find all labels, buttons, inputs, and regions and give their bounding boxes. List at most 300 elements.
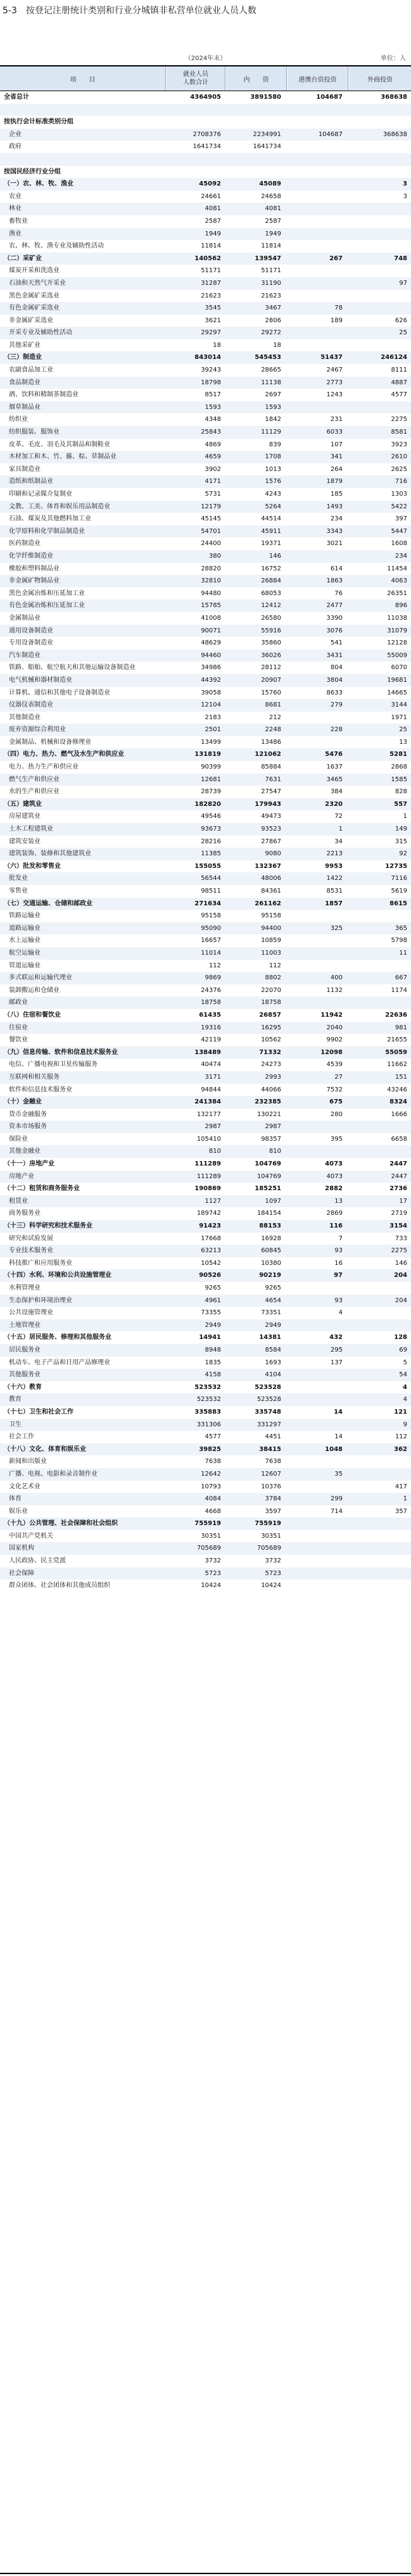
row-label: 纺织业	[9, 416, 28, 424]
table-row	[0, 1369, 411, 1381]
row-label: 全省总计	[4, 94, 29, 101]
cell-total: 39243	[201, 367, 221, 374]
cell-foreign: 6658	[391, 1135, 407, 1143]
table-row	[0, 525, 411, 538]
table-row	[0, 1307, 411, 1319]
cell-foreign: 8615	[389, 900, 407, 907]
table-row	[0, 389, 411, 401]
cell-domestic: 3467	[265, 305, 281, 312]
cell-domestic: 10424	[261, 1582, 281, 1590]
table-row	[0, 872, 411, 885]
cell-domestic: 45089	[259, 180, 281, 188]
row-label: 人民政协、民主党派	[9, 1557, 66, 1565]
cell-domestic: 12607	[261, 1470, 281, 1478]
row-label: 公共设施管理业	[9, 1309, 53, 1317]
cell-domestic: 16752	[261, 565, 281, 572]
cell-hmt: 279	[330, 701, 343, 709]
row-label: 农副食品加工业	[9, 367, 53, 374]
cell-total: 48629	[201, 639, 221, 647]
cell-total: 1835	[205, 1359, 221, 1366]
row-label: （三）制造业	[4, 354, 42, 361]
cell-foreign: 6070	[391, 664, 407, 672]
cell-total: 12681	[201, 776, 221, 783]
cell-hmt: 1422	[326, 875, 343, 883]
cell-domestic: 48006	[261, 875, 281, 883]
cell-hmt: 714	[330, 1507, 343, 1515]
cell-domestic: 38415	[259, 1445, 281, 1453]
cell-domestic: 13486	[261, 738, 281, 746]
cell-domestic: 839	[269, 441, 281, 448]
table-row	[0, 191, 411, 203]
cell-domestic: 1593	[265, 403, 281, 411]
row-label: （十四）水利、环境和公共设施管理业	[4, 1272, 111, 1279]
cell-total: 41008	[201, 614, 221, 622]
table-row	[0, 761, 411, 774]
cell-hmt: 4073	[325, 1160, 343, 1168]
cell-foreign: 19681	[387, 676, 407, 684]
cell-hmt: 228	[330, 726, 343, 734]
cell-hmt: 1493	[326, 503, 343, 510]
row-label: 专用设备制造业	[9, 639, 53, 647]
cell-domestic: 55916	[261, 627, 281, 634]
cell-total: 18	[213, 341, 221, 349]
cell-total: 4577	[205, 1433, 221, 1441]
row-label: 文化艺术业	[9, 1483, 41, 1490]
cell-hmt: 3076	[326, 627, 343, 634]
cell-hmt: 1048	[325, 1445, 343, 1453]
cell-hmt: 2773	[326, 379, 343, 386]
cell-hmt: 1243	[326, 391, 343, 399]
year-note: （2024年末）	[184, 55, 227, 62]
cell-total: 189742	[196, 1210, 221, 1217]
table-row	[0, 1542, 411, 1555]
cell-domestic: 2234991	[253, 130, 281, 138]
cell-hmt: 185	[330, 491, 343, 498]
cell-total: 90526	[199, 1272, 221, 1279]
cell-domestic: 5723	[265, 1569, 281, 1577]
cell-domestic: 60845	[261, 1247, 281, 1255]
row-label: 教育	[9, 1396, 22, 1404]
cell-domestic: 810	[269, 1148, 281, 1155]
cell-total: 1641734	[193, 143, 221, 151]
table-row	[0, 178, 411, 191]
cell-foreign: 5447	[391, 527, 407, 535]
row-label: 渔业	[9, 230, 22, 237]
table-row	[0, 712, 411, 724]
row-label: 建筑装饰、装修和其他建筑业	[9, 850, 91, 858]
cell-hmt: 51437	[320, 354, 343, 361]
cell-total: 16657	[201, 937, 221, 945]
cell-hmt: 2869	[326, 1210, 343, 1217]
row-label: 其他金融业	[9, 1148, 41, 1155]
table-row	[0, 798, 411, 811]
cell-total: 3621	[205, 317, 221, 324]
row-label: 烟草制品业	[9, 403, 41, 411]
row-label: 非金属矿采选业	[9, 317, 53, 324]
table-row	[0, 1145, 411, 1158]
cell-hmt: 104687	[318, 130, 343, 138]
row-label: 石油、煤炭及其他燃料加工业	[9, 515, 91, 523]
cell-hmt: 34	[334, 838, 343, 845]
cell-foreign: 1608	[391, 540, 407, 548]
row-label: 按国民经济行业分组	[4, 168, 61, 175]
cell-total: 5731	[205, 491, 221, 498]
cell-total: 14941	[199, 1334, 221, 1341]
cell-foreign: 896	[395, 602, 407, 610]
table-row	[0, 898, 411, 910]
cell-total: 13499	[201, 738, 221, 746]
table-row	[0, 972, 411, 984]
cell-domestic: 104769	[256, 1172, 281, 1180]
cell-hmt: 4	[338, 1309, 343, 1317]
cell-total: 4668	[205, 1507, 221, 1515]
cell-domestic: 24658	[261, 192, 281, 200]
row-label: 政府	[9, 143, 22, 151]
cell-total: 93673	[201, 826, 221, 833]
cell-total: 5723	[205, 1569, 221, 1577]
table-row	[0, 1319, 411, 1332]
row-label: 水的生产和供应业	[9, 788, 60, 796]
cell-hmt: 35	[334, 1470, 343, 1478]
row-label: 石油和天然气开采业	[9, 279, 66, 287]
table-row	[0, 1282, 411, 1295]
table-row	[0, 910, 411, 922]
cell-foreign: 92	[399, 850, 407, 858]
cell-total: 4081	[205, 205, 221, 213]
cell-total: 32810	[201, 577, 221, 585]
cell-total: 94460	[201, 651, 221, 659]
row-label: 软件和信息技术服务业	[9, 1086, 72, 1093]
row-label: 水利管理业	[9, 1285, 41, 1291]
cell-domestic: 73351	[261, 1309, 281, 1317]
cell-total: 111289	[194, 1160, 221, 1168]
cell-hmt: 13	[334, 1197, 343, 1205]
cell-total: 2183	[205, 713, 221, 721]
cell-hmt: 76	[334, 589, 343, 597]
cell-hmt: 27	[334, 1073, 343, 1081]
cell-domestic: 3784	[265, 1495, 281, 1503]
cell-hmt: 5476	[325, 751, 343, 758]
table-row	[0, 1158, 411, 1171]
cell-hmt: 614	[330, 565, 343, 572]
row-label: （二）采矿业	[4, 254, 42, 262]
cell-hmt: 9902	[326, 1036, 343, 1044]
table-row	[0, 724, 411, 736]
row-label: 新闻和出版业	[9, 1458, 47, 1466]
table-row	[0, 1046, 411, 1059]
cell-hmt: 7532	[326, 1086, 343, 1093]
table-row	[0, 1406, 411, 1419]
table-row	[0, 215, 411, 228]
table-row	[0, 116, 411, 129]
row-label: 金属制品、机械和设备修理业	[9, 738, 91, 746]
cell-domestic: 93523	[261, 826, 281, 833]
header-item-label: 项 目	[70, 76, 96, 84]
row-label: （七）交通运输、仓储和邮政业	[4, 900, 92, 907]
cell-foreign: 11662	[387, 1061, 407, 1069]
table-row	[0, 265, 411, 277]
row-label: （五）建筑业	[4, 800, 42, 808]
cell-foreign: 716	[395, 478, 407, 486]
cell-hmt: 93	[334, 1297, 343, 1304]
row-label: （一）农、林、牧、渔业	[4, 180, 73, 188]
cell-total: 98511	[201, 888, 221, 895]
row-label: 互联网和相关服务	[9, 1073, 60, 1081]
unit-note: 单位：人	[381, 55, 406, 62]
cell-hmt: 93	[334, 1247, 343, 1255]
table-row	[0, 1331, 411, 1344]
row-label: （十九）公共管理、社会保障和社会组织	[4, 1520, 118, 1528]
cell-foreign: 1	[403, 813, 407, 820]
cell-domestic: 9080	[265, 850, 281, 858]
cell-domestic: 45911	[261, 527, 281, 535]
row-label: 社会工作	[9, 1433, 34, 1441]
cell-hmt: 14	[334, 1408, 343, 1416]
cell-domestic: 12412	[261, 602, 281, 610]
cell-total: 39058	[201, 689, 221, 696]
table-row	[0, 748, 411, 761]
cell-domestic: 335748	[255, 1408, 281, 1416]
row-label: 有色金属冶炼和压延加工业	[9, 602, 85, 610]
cell-hmt: 8633	[326, 689, 343, 696]
cell-total: 111289	[196, 1172, 221, 1180]
table-row	[0, 277, 411, 290]
cell-total: 21623	[201, 292, 221, 299]
cell-foreign: 4	[403, 1383, 407, 1391]
cell-hmt: 97	[334, 1272, 343, 1279]
table-row	[0, 699, 411, 712]
table-row	[0, 1245, 411, 1257]
cell-foreign: 21655	[387, 1036, 407, 1044]
cell-domestic: 22070	[261, 986, 281, 994]
cell-domestic: 2697	[265, 391, 281, 399]
cell-foreign: 128	[394, 1334, 407, 1341]
cell-domestic: 10376	[261, 1483, 281, 1490]
cell-hmt: 78	[334, 305, 343, 312]
cell-foreign: 3144	[391, 701, 407, 709]
cell-total: 18758	[201, 999, 221, 1007]
table-row	[0, 1555, 411, 1568]
cell-total: 755919	[194, 1520, 221, 1528]
cell-foreign: 3	[403, 180, 407, 188]
cell-total: 523532	[196, 1396, 221, 1404]
table-row	[0, 364, 411, 377]
cell-hmt: 1857	[325, 900, 343, 907]
header-total-line1: 就业人员	[183, 71, 208, 78]
cell-foreign: 2736	[389, 1185, 407, 1193]
table-title: 按登记注册统计类别和行业分城镇非私营单位就业人员人数	[25, 6, 256, 16]
cell-foreign: 1174	[391, 986, 407, 994]
row-label: 有色金属矿采选业	[9, 305, 60, 312]
cell-hmt: 804	[330, 664, 343, 672]
table-row	[0, 451, 411, 463]
row-label: 生态保护和环境治理业	[9, 1297, 72, 1304]
cell-domestic: 28665	[261, 367, 281, 374]
cell-hmt: 231	[330, 416, 343, 424]
row-label: 航空运输业	[9, 949, 41, 957]
table-row	[0, 984, 411, 997]
cell-total: 155055	[194, 862, 221, 870]
cell-domestic: 95158	[261, 912, 281, 920]
cell-domestic: 26884	[261, 577, 281, 585]
table-row	[0, 860, 411, 873]
cell-foreign: 55059	[385, 1048, 407, 1056]
cell-domestic: 2949	[265, 1321, 281, 1329]
row-label: （十三）科学研究和技术服务业	[4, 1222, 92, 1230]
cell-total: 4084	[205, 1495, 221, 1503]
cell-total: 140562	[194, 254, 221, 262]
row-label: （十八）文化、体育和娱乐业	[4, 1445, 86, 1453]
header-total-line2: 人数合计	[183, 79, 208, 86]
cell-domestic: 705689	[256, 1545, 281, 1552]
cell-domestic: 755919	[255, 1520, 281, 1528]
cell-total: 28216	[201, 838, 221, 845]
table-row	[0, 475, 411, 488]
cell-hmt: 8531	[326, 888, 343, 895]
table-row	[0, 1357, 411, 1369]
cell-domestic: 4451	[265, 1433, 281, 1441]
cell-foreign: 733	[395, 1235, 407, 1242]
cell-hmt: 3431	[326, 651, 343, 659]
header-hmt	[288, 66, 348, 91]
table-row	[0, 786, 411, 798]
cell-foreign: 981	[395, 1024, 407, 1031]
cell-foreign: 22636	[385, 1011, 407, 1019]
cell-total: 95158	[201, 912, 221, 920]
row-label: 食品制造业	[9, 379, 41, 386]
cell-domestic: 98357	[261, 1135, 281, 1143]
cell-foreign: 8581	[391, 429, 407, 436]
cell-foreign: 5798	[391, 937, 407, 945]
cell-total: 4364905	[190, 94, 221, 101]
cell-total: 10542	[201, 1259, 221, 1267]
cell-foreign: 26351	[387, 589, 407, 597]
cell-domestic: 36026	[261, 651, 281, 659]
bottom-rule	[0, 2573, 411, 2574]
table-row	[0, 885, 411, 898]
table-row	[0, 563, 411, 575]
cell-domestic: 7631	[265, 776, 281, 783]
cell-hmt: 137	[330, 1359, 343, 1366]
row-label: 商务服务业	[9, 1210, 41, 1217]
table-row	[0, 1096, 411, 1109]
row-label: 按执行会计标准类别分组	[4, 118, 73, 126]
cell-total: 94844	[201, 1086, 221, 1093]
header-total	[167, 66, 225, 91]
cell-total: 4348	[205, 416, 221, 424]
cell-domestic: 9265	[265, 1285, 281, 1291]
row-label: 机动车、电子产品和日用产品修理业	[9, 1359, 110, 1366]
row-label: 畜牧业	[9, 217, 28, 225]
cell-total: 63213	[201, 1247, 221, 1255]
header-domestic-label: 内 资	[243, 76, 269, 84]
cell-total: 19316	[201, 1024, 221, 1031]
cell-domestic: 3597	[265, 1507, 281, 1515]
table-row	[0, 674, 411, 687]
cell-domestic: 30351	[261, 1532, 281, 1540]
cell-total: 112	[208, 962, 221, 969]
row-label: 国家机构	[9, 1545, 34, 1552]
cell-total: 271634	[194, 900, 221, 907]
row-label: 零售业	[9, 888, 28, 895]
cell-foreign: 25	[399, 726, 407, 734]
cell-total: 28820	[201, 565, 221, 572]
cell-domestic: 4243	[265, 491, 281, 498]
cell-hmt: 1637	[326, 763, 343, 771]
cell-domestic: 21623	[261, 292, 281, 299]
table-row	[0, 587, 411, 600]
cell-domestic: 10562	[261, 1036, 281, 1044]
cell-domestic: 90219	[259, 1272, 281, 1279]
table-row	[0, 327, 411, 339]
row-label: （八）住宿和餐饮业	[4, 1011, 61, 1019]
cell-hmt: 4073	[326, 1172, 343, 1180]
cell-hmt: 189	[330, 317, 343, 324]
cell-total: 8517	[205, 391, 221, 399]
table-row	[0, 203, 411, 215]
table-row	[0, 1455, 411, 1468]
cell-domestic: 179943	[255, 800, 281, 808]
table-row	[0, 1059, 411, 1071]
cell-domestic: 130221	[256, 1110, 281, 1118]
cell-foreign: 626	[395, 317, 407, 324]
row-label: 其他采矿业	[9, 341, 41, 349]
cell-total: 1127	[205, 1197, 221, 1205]
cell-total: 138489	[194, 1048, 221, 1056]
table-row	[0, 996, 411, 1009]
cell-foreign: 54	[399, 1371, 407, 1379]
table-row	[0, 1269, 411, 1282]
cell-domestic: 4081	[265, 205, 281, 213]
row-label: 居民服务业	[9, 1346, 41, 1354]
row-label: 林业	[9, 205, 22, 213]
cell-hmt: 384	[330, 788, 343, 796]
cell-domestic: 31190	[261, 279, 281, 287]
cell-domestic: 18758	[261, 999, 281, 1007]
cell-foreign: 2610	[391, 453, 407, 461]
cell-foreign: 362	[394, 1445, 407, 1453]
cell-hmt: 9953	[325, 862, 343, 870]
row-label: 通用设备制造业	[9, 627, 53, 634]
cell-foreign: 368638	[383, 130, 407, 138]
cell-domestic: 5264	[265, 503, 281, 510]
row-label: 装卸搬运和仓储业	[9, 986, 60, 994]
cell-hmt: 2320	[325, 800, 343, 808]
row-label: 煤炭开采和洗选业	[9, 267, 60, 275]
table-row	[0, 823, 411, 836]
cell-total: 10424	[201, 1582, 221, 1590]
cell-domestic: 8584	[265, 1346, 281, 1354]
table-row	[0, 1505, 411, 1518]
cell-total: 4158	[205, 1371, 221, 1379]
cell-total: 31287	[201, 279, 221, 287]
table-row	[0, 501, 411, 513]
cell-domestic: 132367	[255, 862, 281, 870]
row-label: 文教、工美、体育和娱乐用品制造业	[9, 503, 110, 510]
cell-domestic: 184154	[256, 1210, 281, 1217]
cell-hmt: 1	[338, 826, 343, 833]
row-label: 广播、电视、电影和录音制作业	[9, 1470, 98, 1478]
table-row	[0, 1034, 411, 1046]
cell-total: 15785	[201, 602, 221, 610]
cell-foreign: 149	[395, 826, 407, 833]
table-row	[0, 104, 411, 116]
cell-domestic: 212	[269, 713, 281, 721]
table-row	[0, 1084, 411, 1096]
table-row	[0, 290, 411, 303]
row-label: 娱乐业	[9, 1507, 28, 1515]
cell-foreign: 667	[395, 974, 407, 982]
